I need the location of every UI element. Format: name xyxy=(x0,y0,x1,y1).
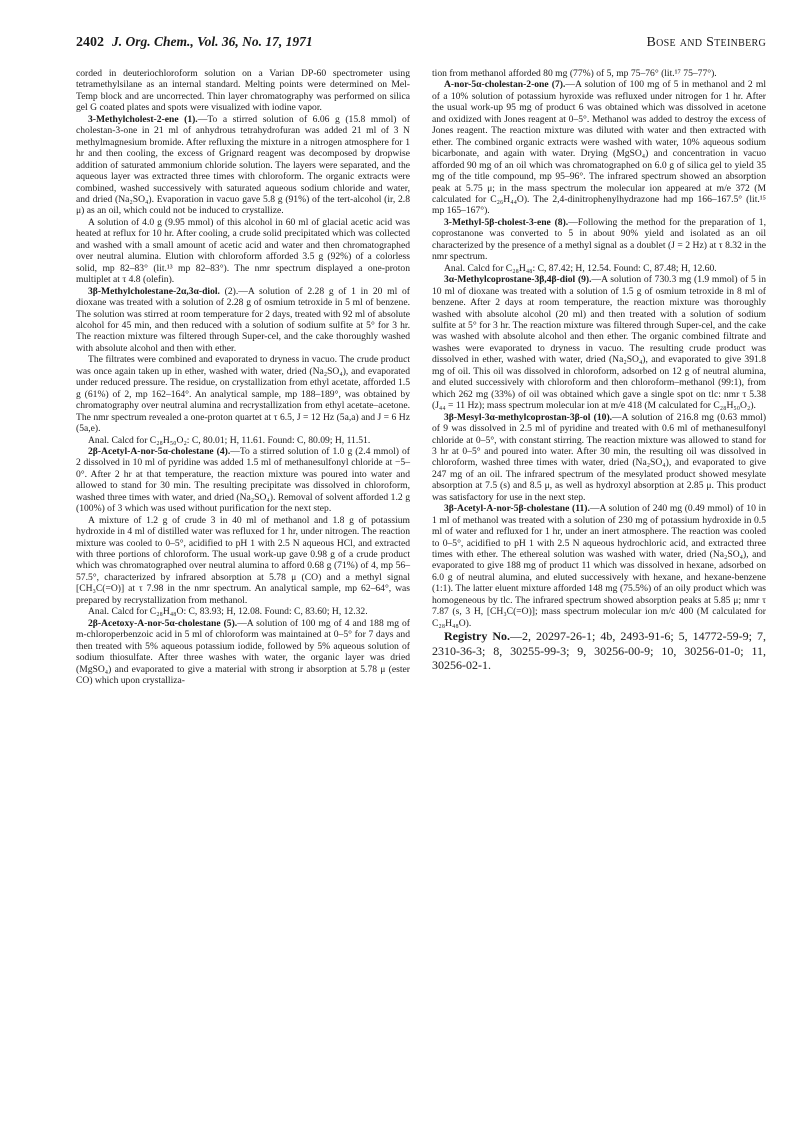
page-number: 2402 xyxy=(76,35,104,50)
section-heading: 3-Methyl-5β-cholest-3-ene (8). xyxy=(444,216,569,228)
analysis-line: Anal. Calcd for C₂₈H₅₀O₂: C, 80.01; H, 11.61. Found: C, 80.09; H, 11.51. xyxy=(88,434,371,446)
paragraph xyxy=(76,446,410,515)
paragraph: corded in deuteriochloroform solution on a Varian DP-60 spectrometer using tetramethylsilane as an internal standard. Melting points were determined on Mel-Temp block and are uncorrected. Thin layer chromatography was performed on silica gel G coated plates and spots were visualized with iodine vapor. xyxy=(76,68,410,114)
analysis-line: Anal. Calcd for C₂₈H₄₈O: C, 83.93; H, 12.08. Found: C, 83.60; H, 12.32. xyxy=(88,606,368,618)
paragraph-text: —A solution of 100 mg of 4 and 188 mg of m-chloroperbenzoic acid in 5 ml of chloroform was maintained at 0–5° for 7 days and then treated with 5% aqueous potassium iodide, followed by 5% aqueous solution of sodium thiosulfate. After three washes with water, the organic layer was dried (MgSO₄) and evaporated to give a material with strong ir absorption at 5.78 μ (ester CO) which upon crystalliza- xyxy=(76,617,410,687)
section-heading: 2β-Acetoxy-A-nor-5α-cholestane (5). xyxy=(88,617,238,629)
paragraph-text: (2).—A solution of 2.28 g of 1 in 20 ml of dioxane was treated with a solution of 2.28 g of osmium tetroxide in 5 ml of benzene. The solution was stirred at room temperature for 2 days, treated with 92 ml of absolute alcohol for 45 min, and then reduced with a solution of sodium sulfite at 5° for 3 hr. The reaction mixture was filtered through Super-cel, and the cake thoroughly washed with absolute alcohol and then with ether. xyxy=(76,285,410,354)
left-column xyxy=(76,68,410,686)
paragraph-text: —A solution of 730.3 mg (1.9 mmol) of 5 in 10 ml of dioxane was treated with a solution of 1.5 g of osmium tetroxide in 8 ml of benzene. After 2 days at room temperature, the reaction mixture was thoroughly washed with absolute alcohol (20 ml) and then treated with a solution of sodium sulfite at 5° for 3 hr. The reaction mixture was filtered through Super-cel, and the cake was washed with absolute alcohol and then ether. The organic combined filtrate and washes were evaporated to dryness in vacuo. The resulting crude product was dissolved in ether, washed with water, dried (Na₂SO₄), and evaporated to give 391.8 mg of oil. This oil was dissolved in chloroform, adsorbed on 12 g of neutral alumina, and eluted successively with chloroform and then chloroform–methanol (99:1), from which 262 mg (33%) of oil was obtained which gave a single spot on tlc: nmr τ 5.38 (J₄₄ = 11 Hz); mass spectrum molecular ion at m/e 418 (M calculated for C₂₈H₅₀O₂). xyxy=(432,274,766,412)
running-head xyxy=(76,34,766,56)
section-heading: 3β-Acetyl-A-nor-5β-cholestane (11). xyxy=(444,503,590,515)
section-heading: 3-Methylcholest-2-ene (1). xyxy=(88,113,198,125)
registry-text: —2, 20297-26-1; 4b, 2493-91-6; 5, 14772-59-9; 7, 2310-36-3; 8, 30255-99-3; 9, 30256-00-9; 10, 30256-01-0; 11, 30256-02-1. xyxy=(432,629,767,673)
paragraph-text: —A solution of 100 mg of 5 in methanol and 2 ml of a 10% solution of potassium hyroxide was refluxed under nitrogen for 1 hr. After the usual work-up 95 mg of product 6 was obtained which was dissolved in acetone and oxidized with Jones reagent at 0–5°. Methanol was added to destroy the excess of Jones reagent. The reaction mixture was diluted with water and then extracted with ether. The combined organic extracts were washed with water, 10% aqueous sodium bicarbonate, and again with water. Drying (MgSO₄) and concentration in vacuo afforded 90 mg of an oil which was chromatographed on 6.0 g of silica gel to yield 35 mg of the title compound, mp 95–96°. The infrared spectrum showed an absorption peak at 5.75 μ; in the mass spectrum the molecular ion appeared at m/e 372 (M calculated for C₂₆H₄₄O). The 2,4-dinitrophenylhydrazone had mp 166–167.5° (lit.¹⁵ mp 165–167°). xyxy=(432,79,766,217)
section-heading: 3β-Methylcholestane-2α,3α-diol. xyxy=(88,285,220,297)
paragraph-text: —A solution of 240 mg (0.49 mmol) of 10 in 1 ml of methanol was treated with a solution of 230 mg of potassium hydroxide in 0.5 ml of water and refluxed for 1 hr, under an inert atmosphere. The reaction was cooled to 0–5°, acidified to pH 1 with 2.5 N aqueous hydrochloric acid, and extracted three times with ether. The ethereal solution was washed with water, dried (Na₂SO₄), and evaporated to give 188 mg of product 11 which was dissolved in hexane, adsorbed on 6.0 g of neutral alumina, and eluted successively with hexane, and hexane-benzene (1:1). The latter eluent mixture afforded 148 mg (75.5%) of an oily product which was homogeneous by tlc. The infrared spectrum showed absorption peaks at 5.85 μ; nmr τ 7.87 (s, 3 H, [CH₃C(=O)]; mass spectrum molecular ion m/c 400 (M calculated for C₂₈H₄₈O). xyxy=(432,503,766,629)
section-heading: 3β-Mesyl-3α-methylcoprostan-3β-ol (10). xyxy=(444,411,613,423)
paragraph-text: —To a stirred solution of 1.0 g (2.4 mmol) of 2 dissolved in 10 ml of pyridine was added 1.5 ml of methanesulfonyl chloride at −5–0°. After 2 hr at that temperature, the reaction mixture was poured into water and allowed to stand for 30 min. The resulting precipitate was dissolved in chloroform, washed three times with water, and dried (Na₂SO₄). Removal of solvent afforded 1.2 g (100%) of 3 which was used without purification for the next step. xyxy=(76,445,410,515)
paragraph xyxy=(432,217,766,263)
paragraph: The filtrates were combined and evaporated to dryness in vacuo. The crude product was once again taken up in ether, washed with water, dried (Na₂SO₄), and evaporated under reduced pressure. The residue, on crystallization from ethyl acetate, afforded 1.5 g (61%) of 2, mp 162–164°. An analytical sample, mp 188–189°, was obtained by chromatography over neutral alumina and recrystallization from ethyl acetate–acetone. The nmr spectrum revealed a one-proton quartet at τ 6.5, J = 12 Hz (5a,a) and J = 6 Hz (5a,e). xyxy=(76,354,410,435)
paragraph xyxy=(432,79,766,216)
paragraph-text: —To a stirred solution of 6.06 g (15.8 mmol) of cholestan-3-one in 21 ml of anhydrous tetrahydrofuran was added 21 ml of 3 N methylmagnesium bromide. After refluxing the mixture in a nitrogen atmosphere for 1 hr and then cooling, the excess of Grignard reagent was decomposed by dropwise addition of saturated ammonium chloride solution. The layers were separated, and the aqueous layer was extracted three times with chloroform. The organic extracts were combined, washed successively with saturated aqueous sodium chloride and water, and dried (Na₂SO₄). Evaporation in vacuo gave 5.8 g (91%) of the tert-alcohol (ir, 2.8 μ) as an oil, which could not be induced to crystallize. xyxy=(76,113,410,217)
paragraph: A mixture of 1.2 g of crude 3 in 40 ml of methanol and 1.8 g of potassium hydroxide in 4 ml of distilled water was refluxed for 1 hr, under nitrogen. The reaction mixture was cooled to 0–5°, acidified to pH 1 with 2.5 N aqueous HCl, and extracted with three portions of chloroform. The usual work-up gave 0.98 g of a crude product which was chromatographed over neutral alumina to afford 0.68 g (71%) of 4, mp 56–57.5°, characterized by infrared absorption at 5.78 μ (CO) and a methyl signal [CH₃C(=O)] at τ 7.98 in the nmr spectrum. An analytical sample, mp 62–64°, was prepared by recrystallization from methanol. xyxy=(76,514,410,606)
registry-label: Registry No. xyxy=(444,629,510,644)
paragraph xyxy=(432,274,766,411)
journal-citation: J. Org. Chem., Vol. 36, No. 17, 1971 xyxy=(112,34,313,49)
analysis-line: Anal. Calcd for C₂₈H₄₈: C, 87.42; H, 12.54. Found: C, 87.48; H, 12.60. xyxy=(444,262,717,274)
paragraph xyxy=(76,114,410,217)
paragraph xyxy=(76,286,410,355)
registry-numbers xyxy=(432,629,766,673)
paragraph-text: —A solution of 216.8 mg (0.63 mmol) of 9 was dissolved in 2.5 ml of pyridine and treated with 0.6 ml of methanesulfonyl chloride at 0–5°, with constant stirring. The reaction mixture was allowed to stand for 3 hr at 0–5° and poured into water. After 30 min, the resulting oil was dissolved in chloroform, washed three times with water, dried (Na₂SO₄), and evaporated to give 247 mg of an oil. The infrared spectrum of the mesylated product showed mesylate absorption at 7.5 (s) and 8.5 μ, as well as hydroxyl absorption at 2.85 μ. This product was satisfactory for use in the next step. xyxy=(432,411,767,503)
author-names: Bose and Steinberg xyxy=(646,35,766,50)
paragraph: tion from methanol afforded 80 mg (77%) of 5, mp 75–76° (lit.¹⁷ 75–77°). xyxy=(432,68,717,79)
paragraph xyxy=(76,618,410,687)
paragraph-text: —Following the method for the preparation of 1, coprostanone was converted to 5 in about 90% yield and isolated as an oil characterized by the presence of a methyl signal as a doublet (J = 2 Hz) at τ 8.32 in the nmr spectrum. xyxy=(432,216,767,263)
right-column xyxy=(432,68,766,673)
section-heading: 3α-Methylcoprostane-3β,4β-diol (9). xyxy=(444,274,592,286)
paragraph: A solution of 4.0 g (9.95 mmol) of this alcohol in 60 ml of glacial acetic acid was heated at reflux for 10 hr. After cooling, a crude solid precipitated which was collected and washed with a small amount of acetic acid and water and then chromatographed over neutral alumina. Elution with chloroform afforded 3.5 g (92%) of a colorless solid, mp 82–83° (lit.¹³ mp 82–83°). The nmr spectrum displayed a one-proton multiplet at τ 4.8 (olefin). xyxy=(76,216,410,286)
paragraph xyxy=(432,412,766,504)
running-head-left xyxy=(76,34,313,51)
section-heading: A-nor-5α-cholestan-2-one (7). xyxy=(444,79,566,91)
section-heading: 2β-Acetyl-A-nor-5α-cholestane (4). xyxy=(88,445,231,457)
paragraph xyxy=(432,503,766,629)
